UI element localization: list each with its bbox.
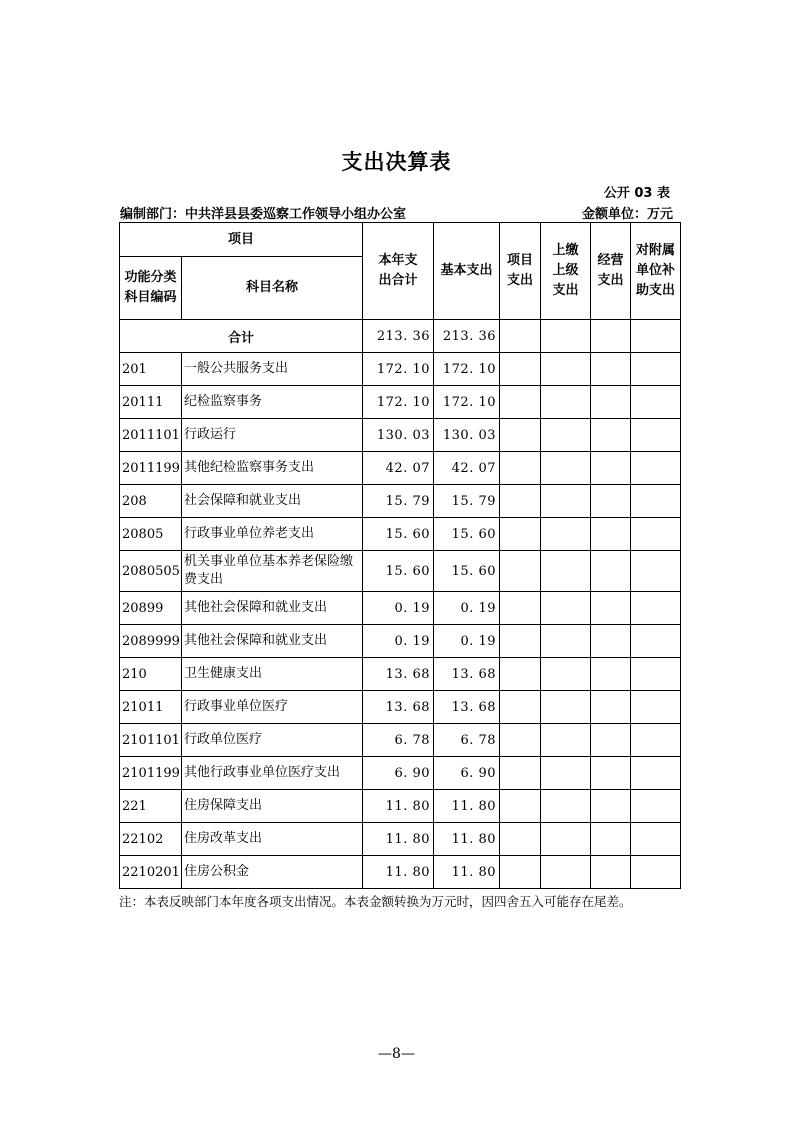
empty-cell [500, 551, 541, 592]
empty-cell [631, 757, 681, 790]
subject-code: 221 [120, 790, 182, 823]
header-project: 项目支出 [500, 223, 541, 320]
subject-code: 20899 [120, 592, 182, 625]
subject-code: 2011101 [120, 419, 182, 452]
row-basic: 6. 78 [434, 724, 500, 757]
row-total: 13. 68 [363, 691, 434, 724]
subject-code: 210 [120, 658, 182, 691]
row-basic: 42. 07 [434, 452, 500, 485]
subject-code: 20805 [120, 518, 182, 551]
row-total: 172. 10 [363, 353, 434, 386]
row-basic: 0. 19 [434, 625, 500, 658]
subject-name: 其他社会保障和就业支出 [182, 625, 363, 658]
row-basic: 15. 79 [434, 485, 500, 518]
footnote: 注：本表反映部门本年度各项支出情况。本表金额转换为万元时，因四舍五入可能存在尾差。 [119, 894, 632, 909]
row-total: 15. 79 [363, 485, 434, 518]
empty-cell [631, 823, 681, 856]
table-row [120, 856, 681, 889]
subject-code: 21011 [120, 691, 182, 724]
empty-cell [591, 658, 631, 691]
empty-cell [541, 691, 591, 724]
empty-cell [631, 485, 681, 518]
empty-cell [500, 419, 541, 452]
row-basic: 13. 68 [434, 691, 500, 724]
empty-cell [500, 757, 541, 790]
empty-cell [591, 691, 631, 724]
empty-cell [541, 856, 591, 889]
department-label: 编制部门：中共洋县县委巡察工作领导小组办公室 [120, 207, 407, 222]
empty-cell [541, 353, 591, 386]
subject-name: 行政事业单位养老支出 [182, 518, 363, 551]
header-business: 经营支出 [591, 223, 631, 320]
table-row [120, 724, 681, 757]
subject-code: 208 [120, 485, 182, 518]
subject-name: 行政单位医疗 [182, 724, 363, 757]
subject-code: 2101199 [120, 757, 182, 790]
empty-cell [500, 691, 541, 724]
empty-cell [541, 518, 591, 551]
table-row [120, 419, 681, 452]
empty-cell [631, 724, 681, 757]
subject-name: 其他纪检监察事务支出 [182, 452, 363, 485]
empty-cell [541, 452, 591, 485]
row-basic: 11. 80 [434, 790, 500, 823]
empty-cell [500, 518, 541, 551]
empty-cell [591, 625, 631, 658]
empty-cell [631, 386, 681, 419]
empty-cell [541, 551, 591, 592]
table-row [120, 823, 681, 856]
empty-cell [631, 790, 681, 823]
empty-cell [631, 592, 681, 625]
table-row [120, 658, 681, 691]
subject-code: 22102 [120, 823, 182, 856]
empty-cell [541, 757, 591, 790]
subject-name: 其他行政事业单位医疗支出 [182, 757, 363, 790]
empty-cell [591, 518, 631, 551]
table-row [120, 592, 681, 625]
empty-cell [541, 592, 591, 625]
expenditure-table [119, 222, 681, 889]
subject-code: 2101101 [120, 724, 182, 757]
row-total: 13. 68 [363, 658, 434, 691]
row-total: 6. 90 [363, 757, 434, 790]
empty-cell [591, 757, 631, 790]
table-row [120, 485, 681, 518]
table-row [120, 625, 681, 658]
empty-cell [500, 625, 541, 658]
table-row [120, 790, 681, 823]
table-row [120, 757, 681, 790]
empty-cell [541, 419, 591, 452]
empty-cell [500, 724, 541, 757]
empty-cell [591, 856, 631, 889]
subject-name: 社会保障和就业支出 [182, 485, 363, 518]
empty-cell [500, 658, 541, 691]
subject-name: 机关事业单位基本养老保险缴费支出 [182, 551, 363, 592]
header-upper: 上缴上级支出 [541, 223, 591, 320]
form-number: 公开 03 表 [603, 186, 670, 201]
subject-name: 卫生健康支出 [182, 658, 363, 691]
row-total: 6. 78 [363, 724, 434, 757]
subject-code: 2011199 [120, 452, 182, 485]
subject-code: 2089999 [120, 625, 182, 658]
row-basic: 0. 19 [434, 592, 500, 625]
empty-cell [591, 551, 631, 592]
empty-cell [631, 353, 681, 386]
empty-cell [631, 658, 681, 691]
unit-label: 金额单位：万元 [581, 207, 673, 222]
subject-name: 住房改革支出 [182, 823, 363, 856]
empty-cell [591, 724, 631, 757]
empty-cell [591, 452, 631, 485]
page-title: 支出决算表 [341, 150, 452, 174]
table-row [120, 353, 681, 386]
header-total: 本年支出合计 [363, 223, 434, 320]
subject-name: 行政运行 [182, 419, 363, 452]
row-total: 130. 03 [363, 419, 434, 452]
empty-cell [541, 658, 591, 691]
row-total: 172. 10 [363, 386, 434, 419]
total-row [120, 320, 681, 353]
row-basic: 15. 60 [434, 518, 500, 551]
empty-cell [631, 551, 681, 592]
empty-cell [631, 419, 681, 452]
empty-cell [591, 485, 631, 518]
header-code: 功能分类科目编码 [120, 257, 182, 320]
empty-cell [541, 823, 591, 856]
empty-cell [591, 823, 631, 856]
subject-name: 一般公共服务支出 [182, 353, 363, 386]
total-amount: 213. 36 [363, 320, 434, 353]
row-basic: 13. 68 [434, 658, 500, 691]
subject-name: 住房公积金 [182, 856, 363, 889]
row-basic: 130. 03 [434, 419, 500, 452]
table-row [120, 691, 681, 724]
row-total: 11. 80 [363, 790, 434, 823]
table-row [120, 386, 681, 419]
empty-cell [500, 592, 541, 625]
subject-name: 其他社会保障和就业支出 [182, 592, 363, 625]
empty-cell [631, 452, 681, 485]
page-number: —8— [378, 1046, 415, 1062]
subject-code: 2210201 [120, 856, 182, 889]
table-row [120, 452, 681, 485]
empty-cell [500, 485, 541, 518]
row-total: 15. 60 [363, 551, 434, 592]
total-label: 合计 [120, 320, 363, 353]
row-basic: 6. 90 [434, 757, 500, 790]
empty-cell [591, 320, 631, 353]
row-total: 11. 80 [363, 823, 434, 856]
row-total: 11. 80 [363, 856, 434, 889]
row-total: 15. 60 [363, 518, 434, 551]
empty-cell [631, 320, 681, 353]
row-total: 0. 19 [363, 592, 434, 625]
row-basic: 11. 80 [434, 823, 500, 856]
empty-cell [500, 823, 541, 856]
subject-name: 纪检监察事务 [182, 386, 363, 419]
empty-cell [541, 320, 591, 353]
row-basic: 11. 80 [434, 856, 500, 889]
row-total: 0. 19 [363, 625, 434, 658]
empty-cell [500, 452, 541, 485]
empty-cell [591, 592, 631, 625]
empty-cell [541, 790, 591, 823]
empty-cell [541, 724, 591, 757]
subject-code: 2080505 [120, 551, 182, 592]
row-basic: 15. 60 [434, 551, 500, 592]
empty-cell [541, 386, 591, 419]
empty-cell [500, 856, 541, 889]
subject-name: 住房保障支出 [182, 790, 363, 823]
table-row [120, 551, 681, 592]
subject-name: 行政事业单位医疗 [182, 691, 363, 724]
row-total: 42. 07 [363, 452, 434, 485]
empty-cell [631, 518, 681, 551]
empty-cell [591, 386, 631, 419]
row-basic: 172. 10 [434, 353, 500, 386]
empty-cell [541, 625, 591, 658]
subject-code: 20111 [120, 386, 182, 419]
empty-cell [541, 485, 591, 518]
empty-cell [591, 419, 631, 452]
row-basic: 172. 10 [434, 386, 500, 419]
header-affiliated: 对附属单位补助支出 [631, 223, 681, 320]
empty-cell [500, 320, 541, 353]
empty-cell [631, 625, 681, 658]
empty-cell [500, 790, 541, 823]
empty-cell [591, 353, 631, 386]
empty-cell [591, 790, 631, 823]
header-item: 项目 [120, 223, 363, 257]
empty-cell [631, 691, 681, 724]
header-name: 科目名称 [182, 257, 363, 320]
total-basic: 213. 36 [434, 320, 500, 353]
header-basic: 基本支出 [434, 223, 500, 320]
empty-cell [500, 353, 541, 386]
table-row [120, 518, 681, 551]
empty-cell [500, 386, 541, 419]
empty-cell [631, 856, 681, 889]
subject-code: 201 [120, 353, 182, 386]
